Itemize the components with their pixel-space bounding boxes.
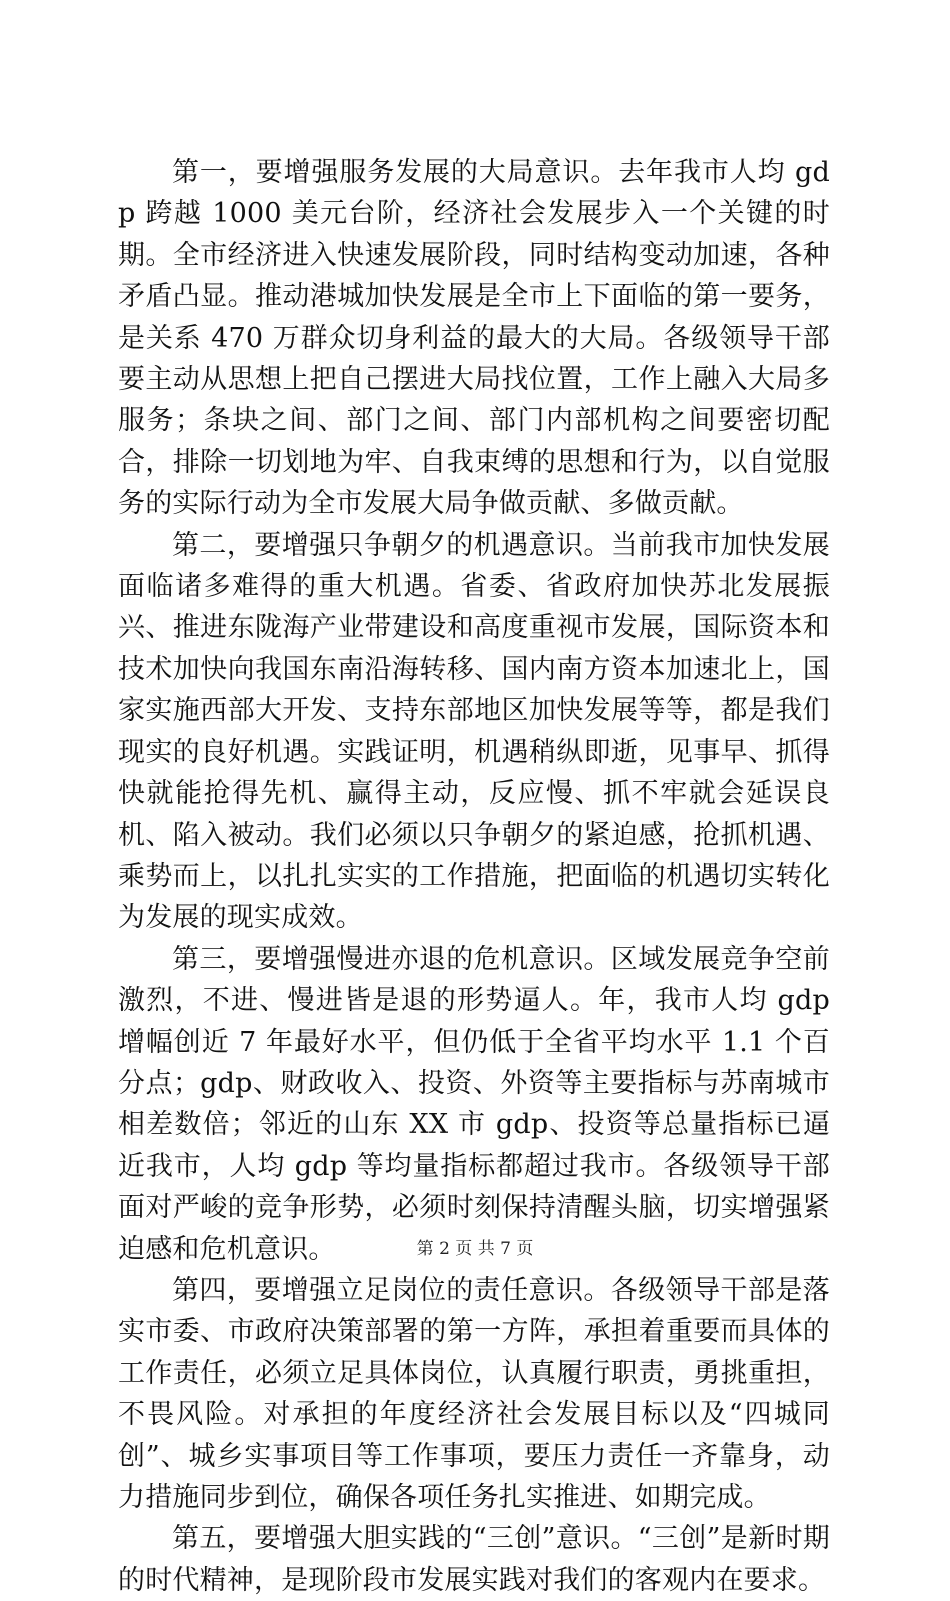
document-body [118, 152, 830, 1601]
paragraph-4: 第四，要增强立足岗位的责任意识。各级领导干部是落实市委、市政府决策部署的第一方阵，承担着重要而具体的工作责任，必须立足具体岗位，认真履行职责，勇挑重担，不畏风险。对承担的年度经济社会发展目标以及“四城同创”、城乡实事项目等工作事项，要压力责任一齐靠身，动力措施同步到位，确保各项任务扎实推进、如期完成。 [118, 1274, 830, 1513]
paragraph-2: 第二，要增强只争朝夕的机遇意识。当前我市加快发展面临诸多难得的重大机遇。省委、省政府加快苏北发展振兴、推进东陇海产业带建设和高度重视市发展，国际资本和技术加快向我国东南沿海转移、国内南方资本加速北上，国家实施西部大开发、支持东部地区加快发展等等，都是我们现实的良好机遇。实践证明，机遇稍纵即逝，见事早、抓得快就能抢得先机、赢得主动，反应慢、抓不牢就会延误良机、陷入被动。我们必须以只争朝夕的紧迫感，抢抓机遇、乘势而上，以扎扎实实的工作措施，把面临的机遇切实转化为发展的现实成效。 [118, 529, 830, 934]
paragraph-5: 第五，要增强大胆实践的“三创”意识。“三创”是新时期的时代精神，是现阶段市发展实践对我们的客观内在要求。 [118, 1523, 830, 1596]
paragraph-1: 第一，要增强服务发展的大局意识。去年我市人均 gdp 跨越 1000 美元台阶，经济社会发展步入一个关键的时期。全市经济进入快速发展阶段，同时结构变动加速，各种矛盾凸显。推动港城加快发展是全市上下面临的第一要务，是关系 470 万群众切身利益的最大的大局。各级领导干部要主动从思想上把自己摆进大局找位置，工作上融入大局多服务；条块之间、部门之间、部门内部机构之间要密切配合，排除一切划地为牢、自我束缚的思想和行为，以自觉服务的实际行动为全市发展大局争做贡献、多做贡献。 [118, 157, 830, 520]
page-number-footer: 第 2 页 共 7 页 [416, 1239, 534, 1259]
paragraph-3: 第三，要增强慢进亦退的危机意识。区域发展竞争空前激烈，不进、慢进皆是退的形势逼人。年，我市人均 gdp 增幅创近 7 年最好水平，但仍低于全省平均水平 1.1 个百分点；gdp、财政收入、投资、外资等主要指标与苏南城市相差数倍；邻近的山东 XX 市 gdp、投资等总量指标已逼近我市，人均 gdp 等均量指标都超过我市。各级领导干部面对严峻的竞争形势，必须时刻保持清醒头脑，切实增强紧迫感和危机意识。 [118, 943, 830, 1265]
